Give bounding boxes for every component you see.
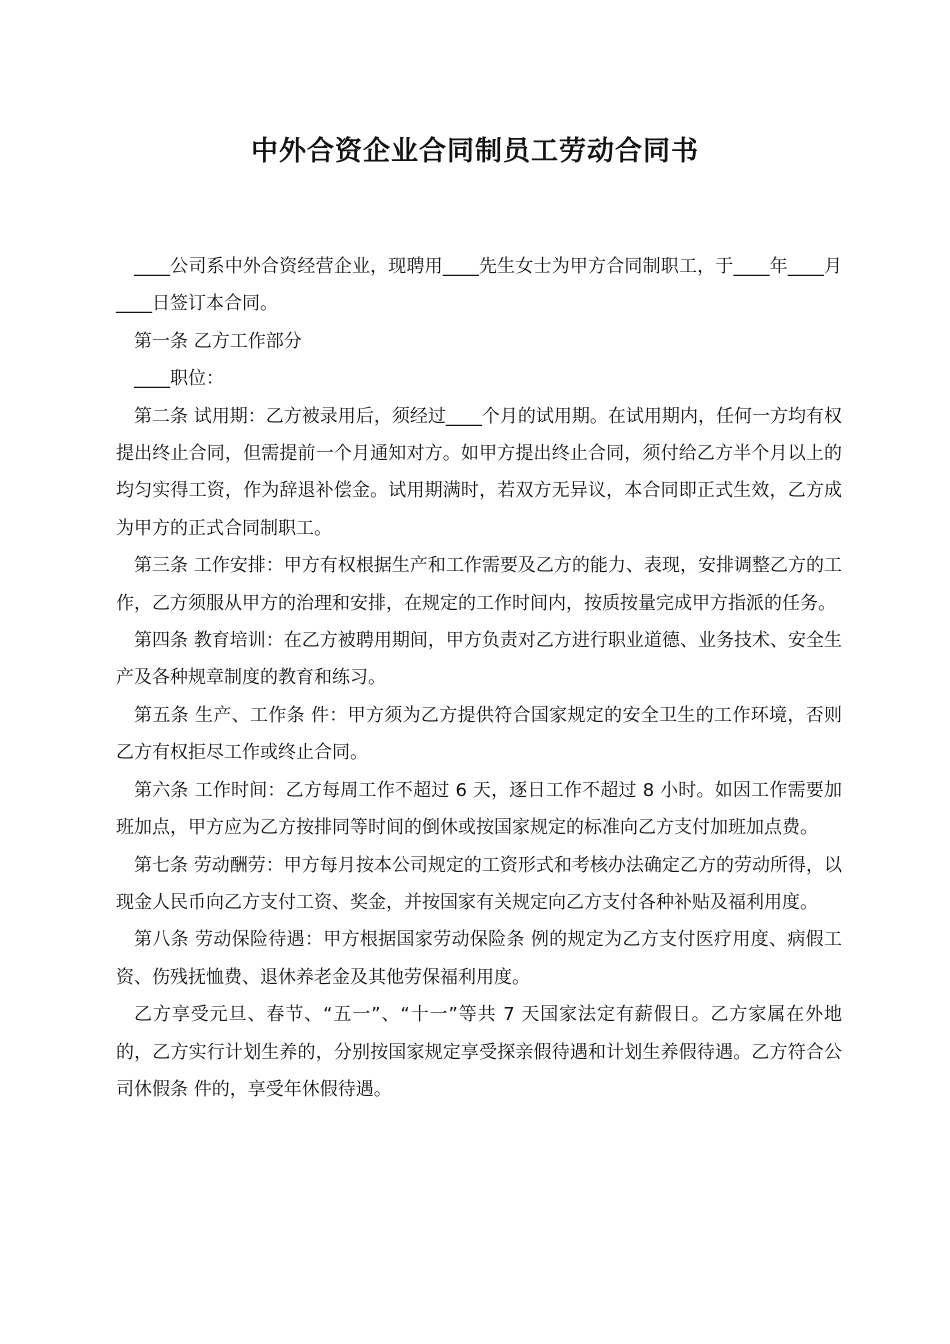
paragraph-article-5: 第五条 生产、工作条 件：甲方须为乙方提供符合国家规定的安全卫生的工作环境，否则乙方有权拒尽工作或终止合同。 bbox=[116, 704, 842, 764]
paragraph-article-4: 第四条 教育培训：在乙方被聘用期间，甲方负责对乙方进行职业道德、业务技术、安全生产及各种规章制度的教育和练习。 bbox=[116, 630, 842, 689]
paragraph-holidays: 乙方享受元旦、春节、“五一”、“十一”等共 7 天国家法定有薪假日。乙方家属在外地的，乙方实行计划生养的，分别按国家规定享受探亲假待遇和计划生养假待遇。乙方符合公司休假条 件的，享受年休假待遇。 bbox=[116, 1004, 842, 1100]
paragraph-article-3: 第三条 工作安排：甲方有权根据生产和工作需要及乙方的能力、表现，安排调整乙方的工作，乙方须服从甲方的治理和安排，在规定的工作时间内，按质按量完成甲方指派的任务。 bbox=[116, 555, 842, 614]
paragraph-article-1: 第一条 乙方工作部分 bbox=[134, 330, 302, 352]
paragraph-article-6: 第六条 工作时间：乙方每周工作不超过 6 天，逐日工作不超过 8 小时。如因工作需要加班加点，甲方应为乙方按排同等时间的倒休或按国家规定的标准向乙方支付加班加点费。 bbox=[116, 779, 842, 839]
document-title: 中外合资企业合同制员工劳动合同书 bbox=[251, 136, 699, 167]
paragraph-position: ____职位： bbox=[134, 368, 224, 390]
paragraph-intro: ____公司系中外合资经营企业，现聘用____先生女士为甲方合同制职工，于____年____月____日签订本合同。 bbox=[116, 256, 842, 315]
document-body bbox=[116, 248, 842, 1108]
paragraph-article-2: 第二条 试用期：乙方被录用后，须经过____个月的试用期。在试用期内，任何一方均有权提出终止合同，但需提前一个月通知对方。如甲方提出终止合同，须付给乙方半个月以上的均匀实得工资，作为辞退补偿金。试用期满时，若双方无异议，本合同即正式生效，乙方成为甲方的正式合同制职工。 bbox=[116, 405, 842, 539]
paragraph-article-8: 第八条 劳动保险待遇：甲方根据国家劳动保险条 例的规定为乙方支付医疗用度、病假工资、伤残抚恤费、退休养老金及其他劳保福利用度。 bbox=[116, 929, 842, 988]
paragraph-article-7: 第七条 劳动酬劳：甲方每月按本公司规定的工资形式和考核办法确定乙方的劳动所得，以现金人民币向乙方支付工资、奖金，并按国家有关规定向乙方支付各种补贴及福利用度。 bbox=[116, 854, 842, 913]
